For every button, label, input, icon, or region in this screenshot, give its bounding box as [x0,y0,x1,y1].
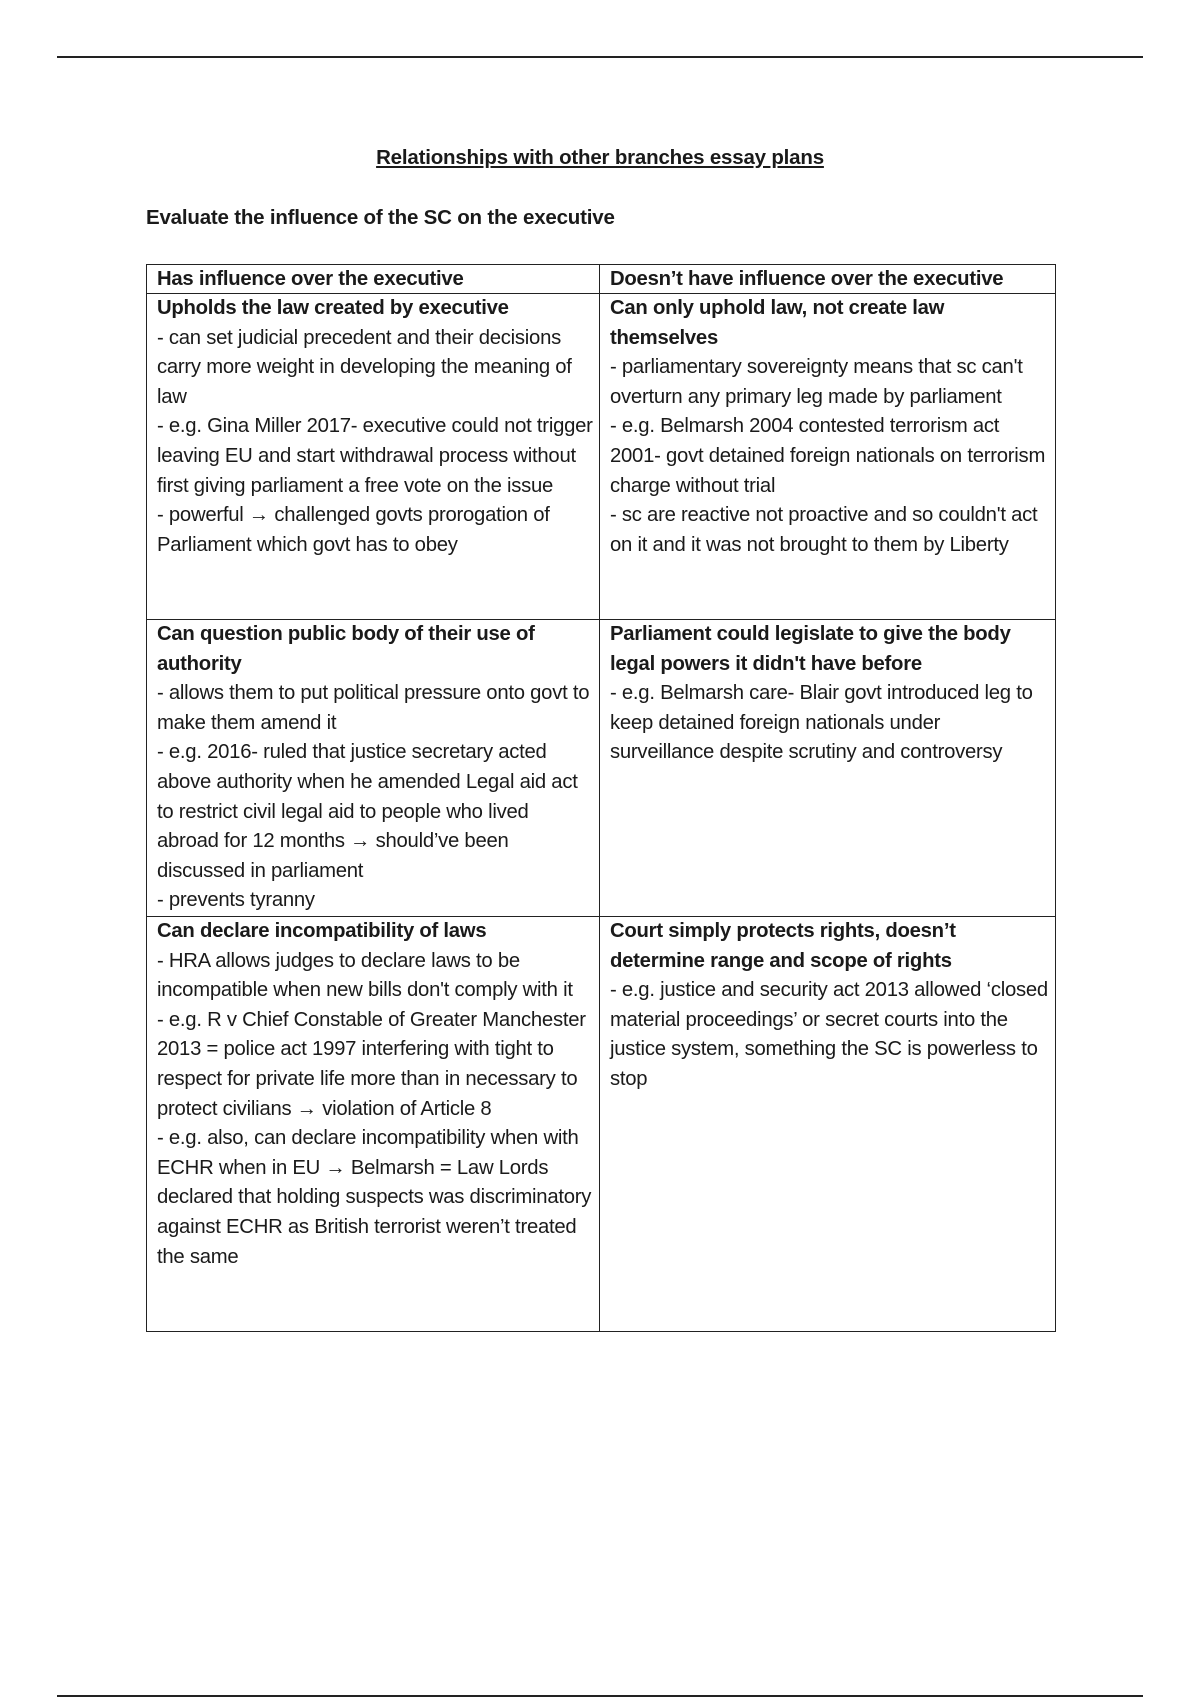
point-text: - parliamentary sovereignty means that sc can't overturn any primary leg made by parliament [610,356,1023,408]
table-cell-left [147,620,600,917]
point-text: - can set judicial precedent and their decisions carry more weight in developing the meaning of law [157,326,572,408]
header-no-influence: Doesn’t have influence over the executive [600,265,1056,294]
table-cell-left [147,917,600,1332]
point-text: - e.g. R v Chief Constable of Greater Manchester 2013 = police act 1997 interfering with tight to respect for private life more than in necessary to protect civilians → violation of Article 8 [157,1008,586,1120]
point-text: - HRA allows judges to declare laws to be incompatible when new bills don't comply with it [157,949,573,1002]
table-cell-right [600,294,1056,620]
essay-question: Evaluate the influence of the SC on the executive [146,206,615,229]
point-heading: Parliament could legislate to give the body legal powers it didn't have before [610,623,1011,675]
point-text: - sc are reactive not proactive and so couldn't act on it and it was not brought to them by Liberty [610,504,1038,556]
point-heading: Can declare incompatibility of laws [157,920,487,942]
header-has-influence: Has influence over the executive [147,265,600,294]
table-row [147,294,1056,620]
header-rule [57,56,1143,58]
table-cell-right [600,620,1056,917]
document-title: Relationships with other branches essay plans [376,146,824,169]
table-cell-right [600,917,1056,1332]
table-header-row [147,265,1056,294]
footer-rule [57,1695,1143,1697]
point-text: - e.g. 2016- ruled that justice secretary acted above authority when he amended Legal aid act to restrict civil legal aid to people who lived abroad for 12 months → should’ve been discussed in parliament [157,741,578,882]
table-cell-left [147,294,600,620]
point-text: - e.g. Belmarsh care- Blair govt introduced leg to keep detained foreign nationals under surveillance despite scrutiny and controversy [610,682,1033,764]
point-heading: Can question public body of their use of authority [157,623,535,675]
table-row [147,917,1056,1332]
point-text: - e.g. Belmarsh 2004 contested terrorism act 2001- govt detained foreign nationals on terrorism charge without trial [610,415,1046,497]
point-text: - e.g. justice and security act 2013 allowed ‘closed material proceedings’ or secret courts into the justice system, something the SC is powerless to stop [610,979,1048,1090]
point-heading: Court simply protects rights, doesn’t determine range and scope of rights [610,920,956,972]
point-heading: Upholds the law created by executive [157,297,509,319]
table-row [147,620,1056,917]
point-text: - prevents tyranny [157,889,315,912]
point-text: - e.g. Gina Miller 2017- executive could not trigger leaving EU and start withdrawal process without first giving parliament a free vote on the issue [157,415,593,497]
point-text: - powerful → challenged govts prorogation of Parliament which govt has to obey [157,504,550,556]
point-text: - allows them to put political pressure onto govt to make them amend it [157,682,590,734]
essay-plan-table [146,264,1056,1332]
point-heading: Can only uphold law, not create law themselves [610,297,945,349]
point-text: - e.g. also, can declare incompatibility when with ECHR when in EU → Belmarsh = Law Lords declared that holding suspects was discriminatory against ECHR as British terrorist weren’t treated the same [157,1127,592,1268]
